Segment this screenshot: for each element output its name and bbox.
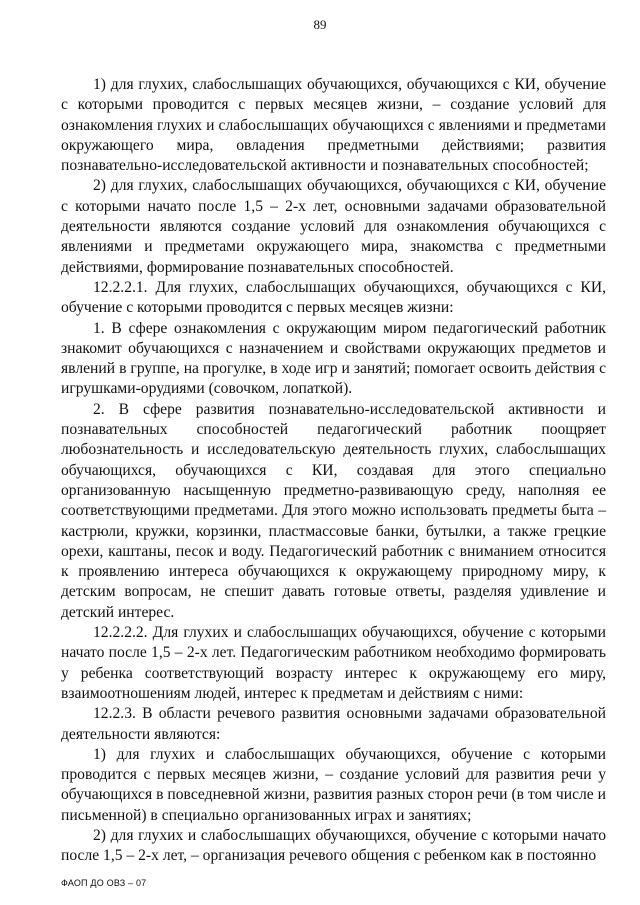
paragraph: 12.2.2.2. Для глухих и слабослышащих обучающихся, обучение с которыми начато после 1,5 – 2-х лет. Педагогическим работником необходимо формировать у ребенка соответствующий возрасту интерес к окружающему его миру, взаимоотношениям людей, интерес к предметам и действиям с ними: bbox=[61, 624, 606, 702]
paragraph: 12.2.3. В области речевого развития основными задачами образовательной деятельности являются: bbox=[61, 705, 606, 743]
paragraph: 2) для глухих и слабослышащих обучающихся, обучение с которыми начато после 1,5 – 2-х лет, – организация речевого общения с ребенком как в постоянно bbox=[61, 826, 606, 865]
document-body bbox=[61, 75, 606, 867]
footer-code: ФАОП ДО ОВЗ – 07 bbox=[61, 878, 147, 888]
paragraph: 12.2.2.1. Для глухих, слабослышащих обучающихся, обучающихся с КИ, обучение с которыми проводится с первых месяцев жизни: bbox=[61, 278, 606, 317]
paragraph: 2. В сфере развития познавательно-исследовательской активности и познавательных способностей педагогический работник поощряет любознательность и исследовательскую деятельность глухих, слабослышащих обучающихся, обучающихся с КИ, создавая для этого специально организованную насыщенную предметно-развивающую среду, наполняя ее соответствующими предметами. Для этого можно использовать предметы быта – кастрюли, кружки, корзинки, пластмассовые банки, бутылки, а также грецкие орехи, каштаны, песок и воду. Педагогический работник с вниманием относится к проявлению интереса обучающихся к окружающему природному миру, к детским вопросам, не спешит давать готовые ответы, разделяя удивление и детский интерес. bbox=[61, 400, 606, 621]
paragraph: 1) для глухих, слабослышащих обучающихся, обучающихся с КИ, обучение с которыми проводится с первых месяцев жизни, – создание условий для ознакомления глухих и слабослышащих обучающихся с явлениями и предметами окружающего мира, овладения предметными действиями; развития познавательно-исследовательской активности и познавательных способностей; bbox=[61, 76, 606, 175]
paragraph: 1. В сфере ознакомления с окружающим миром педагогический работник знакомит обучающихся с назначением и свойствами окружающих предметов и явлений в группе, на прогулке, в ходе игр и занятий; помогает освоить действия с игрушками-орудиями (совочком, лопаткой). bbox=[61, 319, 606, 398]
paragraph: 2) для глухих, слабослышащих обучающихся, обучающихся с КИ, обучение с которыми начато после 1,5 – 2-х лет, основными задачами образовательной деятельности являются создание условий для ознакомления обучающихся с явлениями и предметами окружающего мира, знакомства с предметными действиями, формирование познавательных способностей. bbox=[61, 177, 606, 276]
paragraph: 1) для глухих и слабослышащих обучающихся, обучение с которыми проводится с первых месяцев жизни, – создание условий для развития речи у обучающихся в повседневной жизни, развития разных сторон речи (в том числе и письменной) в специально организованных играх и занятиях; bbox=[61, 745, 606, 824]
page-number: 89 bbox=[313, 17, 327, 32]
